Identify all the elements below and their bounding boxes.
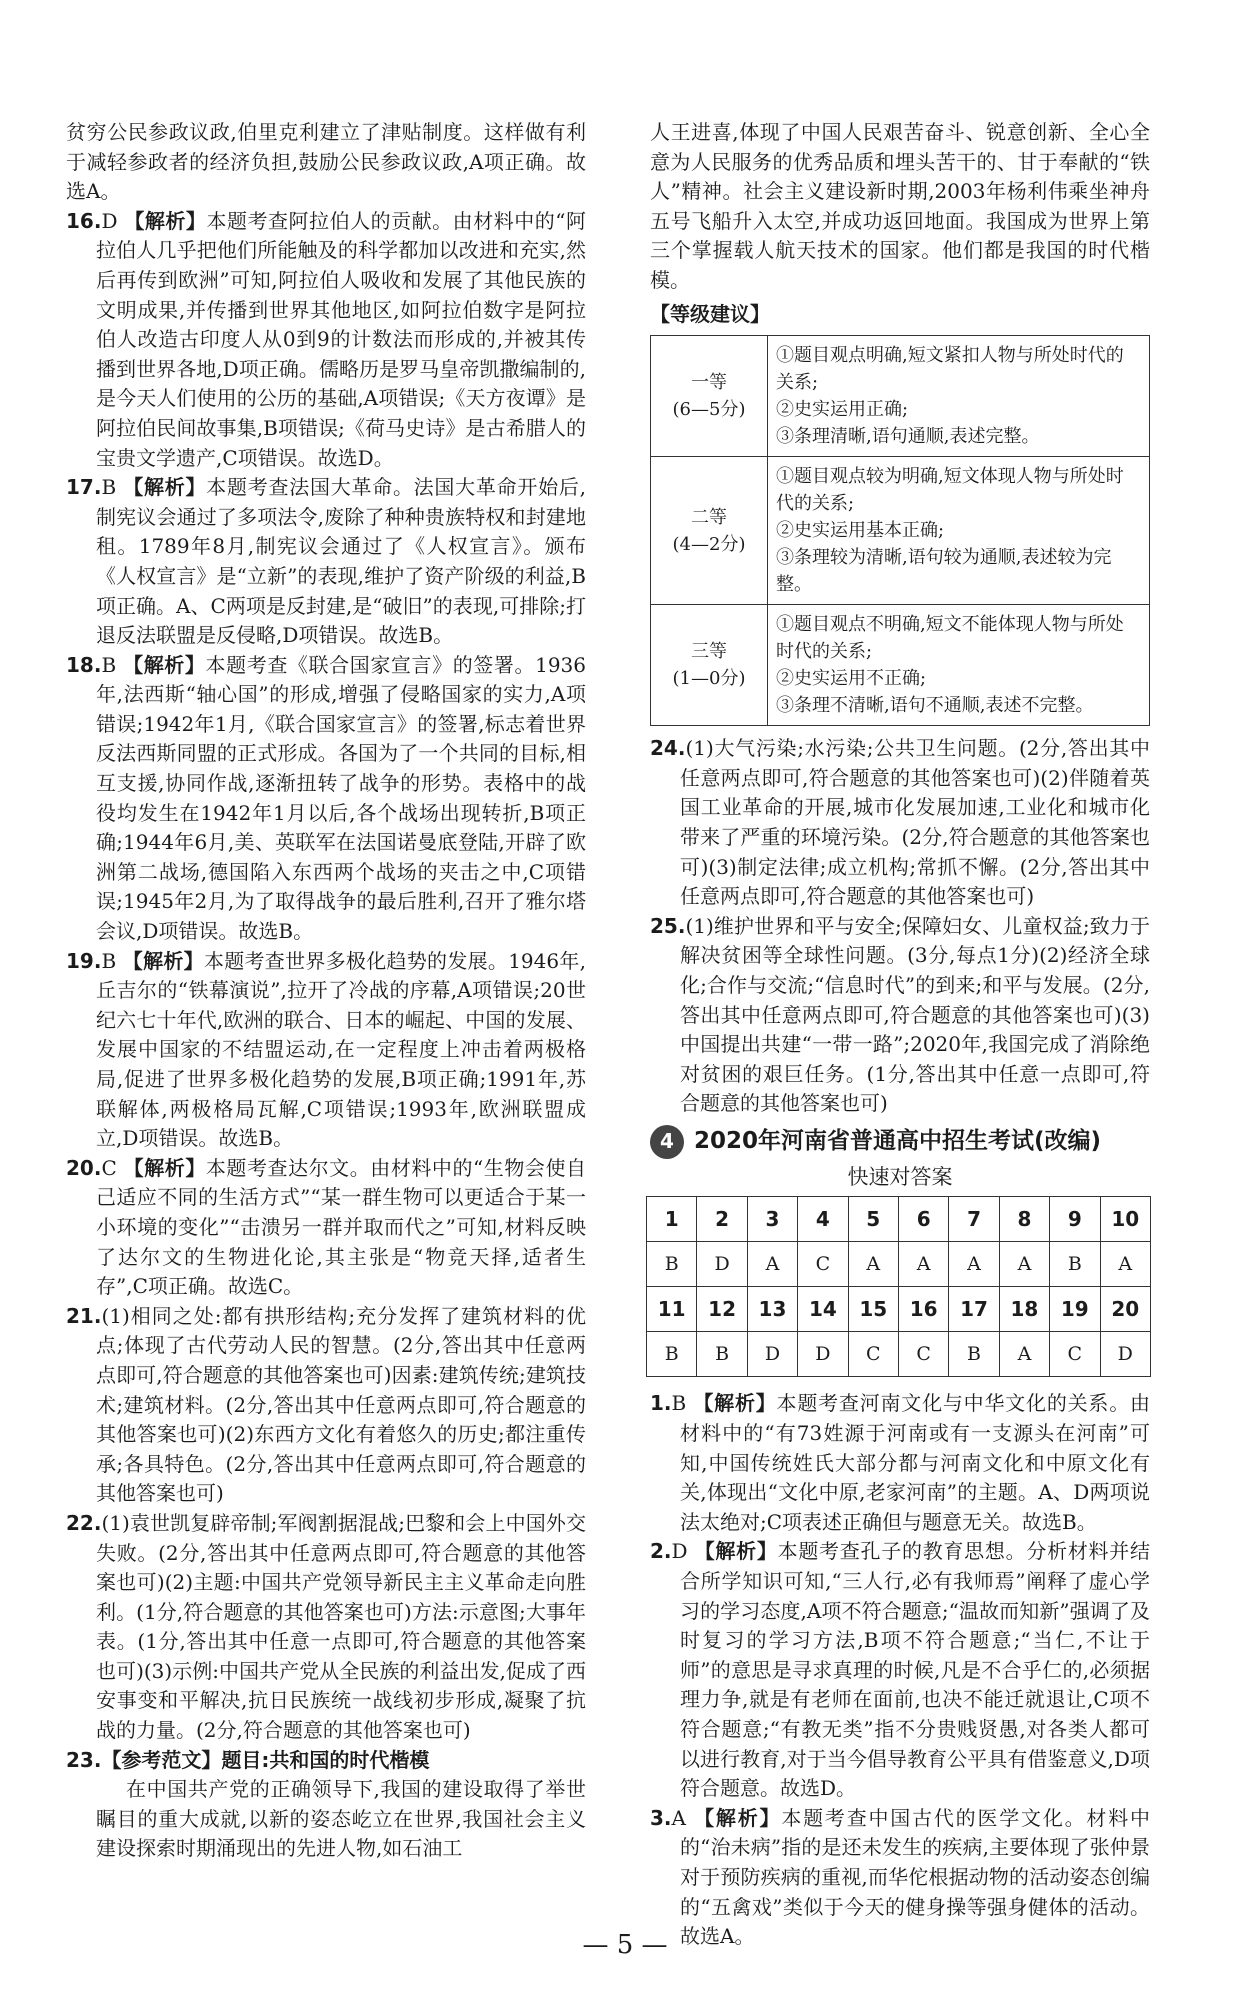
answer-cell: 6 (898, 1197, 948, 1242)
item-num: 3. (650, 1805, 672, 1830)
answer-cell: 9 (1050, 1197, 1100, 1242)
item-text: 本题考查孔子的教育思想。分析材料并结合所学知识可知,“三人行,必有我师焉”阐释了虚心学习的学习态度,A项不符合题意;“温故而知新”强调了及时复习的学习方法,B项不符合题意;“当仁,不让于师”的意思是寻求真理的时候,凡是不合乎仁的,必须据理力争,就是有老师在面前,也决不能迁就退让,C项不符合题意;“有教无类”指不分贵贱贤愚,对各类人都可以进行教育,对于当今倡导教育公平具有借鉴意义,D项符合题意。故选D。 (680, 1539, 1151, 1801)
item-text: (1)相同之处:都有拱形结构;充分发挥了建筑材料的优点;体现了古代劳动人民的智慧。(2分,答出其中任意两点即可,符合题意的其他答案也可)因素:建筑传统;建筑技术;建筑材料。(2分,答出其中任意两点即可,符合题意的其他答案也可)(2)东西方文化有着悠久的历史;都注重传承;各具特色。(2分,答出其中任意两点即可,符合题意的其他答案也可) (96, 1303, 586, 1506)
right-column (650, 118, 1150, 1952)
answer-cell: A (949, 1242, 999, 1287)
criterion: ②史实运用不正确; (776, 668, 927, 690)
left-column (66, 118, 586, 1864)
section-number-badge: 4 (650, 1125, 684, 1159)
answer-16 (66, 207, 586, 473)
item-ans: B (101, 652, 117, 677)
item-text: 本题考查法国大革命。法国大革命开始后,制宪议会通过了多项法令,废除了种种贵族特权和封建地租。1789年8月,制宪议会通过了《人权宣言》。颁布《人权宣言》是“立新”的表现,维护了资产阶级的利益,B项正确。A、C两项是反封建,是“破旧”的表现,可排除;打退反法联盟是反侵略,D项错误。故选B。 (96, 475, 587, 648)
item-text: (1)袁世凯复辟帝制;军阀割据混战;巴黎和会上中国外交失败。(2分,答出其中任意两点即可,符合题意的其他答案也可)(2)主题:中国共产党领导新民主主义革命走向胜利。(1分,符合题意的其他答案也可)方法:示意图;大事年表。(1分,答出其中任意一点即可,符合题意的其他答案也可)(3)示例:中国共产党从全民族的利益出发,促成了西安事变和平解决,抗日民族统一战线初步形成,凝聚了抗战的力量。(2分,符合题意的其他答案也可) (96, 1510, 586, 1743)
quick-answer-title: 快速对答案 (847, 1164, 953, 1189)
criterion: ③条理不清晰,语句不通顺,表述不完整。 (776, 695, 1094, 717)
item-ans: A (671, 1805, 686, 1830)
item-text: (1)维护世界和平与安全;保障妇女、儿童权益;致力于解决贫困等全球性问题。(3分,每点1分)(2)经济全球化;合作与交流;“信息时代”的到来;和平与发展。(2分,答出其中任意两点即可,符合题意的其他答案也可)(3)中国提出共建“一带一路”;2020年,我国完成了消除绝对贫困的艰巨任务。(1分,答出其中任意一点即可,符合题意的其他答案也可) (680, 913, 1150, 1116)
item-ans: D (101, 208, 118, 233)
item-text: 本题考查中国古代的医学文化。材料中的“治未病”指的是还未发生的疾病,主要体现了张仲景对于预防疾病的重视,而华佗根据动物的活动姿态创编的“五禽戏”类似于今天的健身操等强身健体的活动。故选A。 (680, 1805, 1151, 1949)
item-num: 25. (650, 913, 686, 938)
item-num: 16. (66, 208, 102, 233)
answer-18 (66, 651, 586, 947)
item-tag: 【解析】 (694, 1805, 782, 1830)
item-ans: D (671, 1539, 688, 1564)
answer-2 (650, 1537, 1150, 1803)
answer-cell: 16 (898, 1287, 948, 1332)
answer-cell: 15 (848, 1287, 898, 1332)
grade-level (651, 605, 768, 726)
intro-text: 贫穷公民参政议政,伯里克利建立了津贴制度。这样做有利于减轻参政者的经济负担,鼓励公民参政议政,A项正确。故选A。 (66, 120, 586, 204)
answer-cell: 14 (798, 1287, 848, 1332)
item-num: 23. (66, 1747, 102, 1772)
answer-cell: A (747, 1242, 797, 1287)
item-tag: 【参考范文】 (101, 1747, 222, 1772)
answer-22 (66, 1509, 586, 1746)
page-number: — 5 — (582, 1930, 668, 1960)
item-num: 18. (66, 652, 102, 677)
criterion: ①题目观点较为明确,短文体现人物与所处时代的关系; (776, 466, 1124, 515)
item-ans: C (101, 1155, 117, 1180)
essay-title: 题目:共和国的时代楷模 (221, 1747, 430, 1772)
item-ans: B (101, 948, 117, 973)
item-text: 本题考查世界多极化趋势的发展。1946年,丘吉尔的“铁幕演说”,拉开了冷战的序幕,A项错误;20世纪六七十年代,欧洲的联合、日本的崛起、中国的发展、发展中国家的不结盟运动,在一定程度上冲击着两极格局,促进了世界多极化趋势的发展,B项正确;1991年,苏联解体,两极格局瓦解,C项错误;1993年,欧洲联盟成立,D项错误。故选B。 (96, 948, 587, 1151)
item-num: 21. (66, 1303, 102, 1328)
grade-table (650, 335, 1150, 726)
grade-level-name: 二等 (691, 506, 727, 528)
item-text: 本题考查河南文化与中华文化的关系。由材料中的“有73姓源于河南或有一支源头在河南”可知,中国传统姓氏大部分都与河南文化和中原文化有关,体现出“文化中原,老家河南”的主题。A、D两项说法太绝对;C项表述正确但与题意无关。故选B。 (680, 1391, 1151, 1534)
grade-level-range: (1—0分) (672, 668, 746, 690)
answer-cell: 13 (747, 1287, 797, 1332)
item-num: 17. (66, 475, 102, 500)
answer-cell: B (1050, 1242, 1100, 1287)
section-title: 2020年河南省普通高中招生考试(改编) (694, 1128, 1102, 1155)
item-num: 24. (650, 736, 686, 761)
answer-cell: 20 (1100, 1287, 1150, 1332)
grade-level-name: 三等 (691, 641, 727, 663)
grade-row (651, 605, 1150, 726)
answer-cell: A (848, 1242, 898, 1287)
criterion: ②史实运用基本正确; (776, 520, 945, 542)
answer-25 (650, 912, 1150, 1119)
answer-cell: D (697, 1242, 747, 1287)
answer-21 (66, 1302, 586, 1509)
grade-row (651, 336, 1150, 457)
answer-1 (650, 1389, 1150, 1537)
answer-cell: 1 (647, 1197, 697, 1242)
answer-letter-row (647, 1332, 1151, 1377)
answer-cell: 7 (949, 1197, 999, 1242)
item-text: 本题考查阿拉伯人的贡献。由材料中的“阿拉伯人几乎把他们所能触及的科学都加以改进和充实,然后再传到欧洲”可知,阿拉伯人吸收和发展了其他民族的文明成果,并传播到世界其他地区,如阿拉伯数字是阿拉伯人改造古印度人从0到9的计数法而形成的,并被其传播到世界各地,D项正确。儒略历是罗马皇帝凯撒编制的,是今天人们使用的公历的基础,A项错误;《天方夜谭》是阿拉伯民间故事集,B项错误;《荷马史诗》是古希腊人的宝贵文学遗产,C项错误。故选D。 (96, 208, 587, 470)
answer-cell: 17 (949, 1287, 999, 1332)
answer-24 (650, 734, 1150, 912)
answer-cell: B (647, 1242, 697, 1287)
quick-answer-table (646, 1196, 1151, 1377)
grade-row (651, 457, 1150, 605)
answer-cell: 18 (999, 1287, 1049, 1332)
item-tag: 【解析】 (693, 1391, 777, 1416)
essay-body: 在中国共产党的正确领导下,我国的建设取得了举世瞩目的重大成就,以新的姿态屹立在世界,我国社会主义建设探索时期涌现出的先进人物,如石油工 (96, 1777, 586, 1861)
item-num: 19. (66, 948, 102, 973)
item-num: 22. (66, 1510, 102, 1535)
item-tag: 【解析】 (123, 1155, 206, 1180)
answer-cell: 8 (999, 1197, 1049, 1242)
answer-cell: 3 (747, 1197, 797, 1242)
answer-cell: 4 (798, 1197, 848, 1242)
answer-cell: C (1050, 1332, 1100, 1377)
grade-title: 【等级建议】 (650, 301, 770, 326)
answer-cell: A (1100, 1242, 1150, 1287)
criterion: ③条理清晰,语句通顺,表述完整。 (776, 426, 1040, 448)
item-text: (1)大气污染;水污染;公共卫生问题。(2分,答出其中任意两点即可,符合题意的其他答案也可)(2)伴随着英国工业革命的开展,城市化发展加速,工业化和城市化带来了严重的环境污染。(2分,符合题意的其他答案也可)(3)制定法律;成立机构;常抓不懈。(2分,答出其中任意两点即可,符合题意的其他答案也可) (680, 736, 1150, 909)
item-tag: 【解析】 (694, 1539, 778, 1564)
grade-criteria (768, 336, 1150, 457)
essay-continued: 人王进喜,体现了中国人民艰苦奋斗、锐意创新、全心全意为人民服务的优秀品质和埋头苦干的、甘于奉献的“铁人”精神。社会主义建设新时期,2003年杨利伟乘坐神舟五号飞船升入太空,并成功返回地面。我国成为世界上第三个掌握载人航天技术的国家。他们都是我国的时代楷模。 (650, 120, 1150, 292)
answer-cell: A (999, 1242, 1049, 1287)
item-tag: 【解析】 (123, 652, 206, 677)
grade-level-name: 一等 (691, 372, 727, 394)
answer-cell: 5 (848, 1197, 898, 1242)
answer-cell: 19 (1050, 1287, 1100, 1332)
grade-criteria (768, 605, 1150, 726)
answer-17 (66, 473, 586, 651)
section-header (650, 1125, 1150, 1159)
item-tag: 【解析】 (122, 948, 204, 973)
answer-cell: D (798, 1332, 848, 1377)
item-num: 2. (650, 1539, 672, 1564)
criterion: ②史实运用正确; (776, 399, 909, 421)
item-text: 本题考查《联合国家宣言》的签署。1936年,法西斯“轴心国”的形成,增强了侵略国家的实力,A项错误;1942年1月,《联合国家宣言》的签署,标志着世界反法西斯同盟的正式形成。各国为了一个共同的目标,相互支援,协同作战,逐渐扭转了战争的形势。表格中的战役均发生在1942年1月以后,各个战场出现转折,B项正确;1944年6月,美、英联军在法国诺曼底登陆,开辟了欧洲第二战场,德国陷入东西两个战场的夹击之中,C项错误;1945年2月,为了取得战争的最后胜利,召开了雅尔塔会议,D项错误。故选B。 (96, 652, 587, 944)
answer-cell: B (949, 1332, 999, 1377)
item-num: 20. (66, 1155, 102, 1180)
answer-cell: A (898, 1242, 948, 1287)
grade-criteria (768, 457, 1150, 605)
answer-cell: D (747, 1332, 797, 1377)
grade-level-range: (6—5分) (672, 399, 746, 421)
grade-level-range: (4—2分) (672, 533, 746, 555)
answer-cell: B (647, 1332, 697, 1377)
answer-cell: A (999, 1332, 1049, 1377)
item-num: 1. (650, 1391, 672, 1416)
answer-cell: 12 (697, 1287, 747, 1332)
answer-letter-row (647, 1242, 1151, 1287)
answer-cell: C (848, 1332, 898, 1377)
criterion: ③条理较为清晰,语句较为通顺,表述较为完整。 (776, 547, 1112, 596)
grade-level (651, 457, 768, 605)
answer-cell: 11 (647, 1287, 697, 1332)
answer-19 (66, 947, 586, 1154)
item-tag: 【解析】 (124, 208, 207, 233)
answer-cell: B (697, 1332, 747, 1377)
answer-23-head (66, 1746, 586, 1776)
item-ans: B (671, 1391, 687, 1416)
answer-cell: 2 (697, 1197, 747, 1242)
criterion: ①题目观点不明确,短文不能体现人物与所处时代的关系; (776, 614, 1124, 663)
item-ans: B (101, 475, 117, 500)
answer-cell: C (798, 1242, 848, 1287)
answer-number-row (647, 1287, 1151, 1332)
answer-cell: C (898, 1332, 948, 1377)
grade-level (651, 336, 768, 457)
criterion: ①题目观点明确,短文紧扣人物与所处时代的关系; (776, 345, 1124, 394)
answer-number-row (647, 1197, 1151, 1242)
answer-cell: D (1100, 1332, 1150, 1377)
answer-cell: 10 (1100, 1197, 1150, 1242)
item-text: 本题考查达尔文。由材料中的“生物会使自己适应不同的生活方式”“某一群生物可以更适合于某一小环境的变化”“击溃另一群并取而代之”可知,材料反映了达尔文的生物进化论,其主张是“物竞天择,适者生存”,C项正确。故选C。 (96, 1155, 587, 1299)
answer-20 (66, 1154, 586, 1302)
item-tag: 【解析】 (123, 475, 207, 500)
